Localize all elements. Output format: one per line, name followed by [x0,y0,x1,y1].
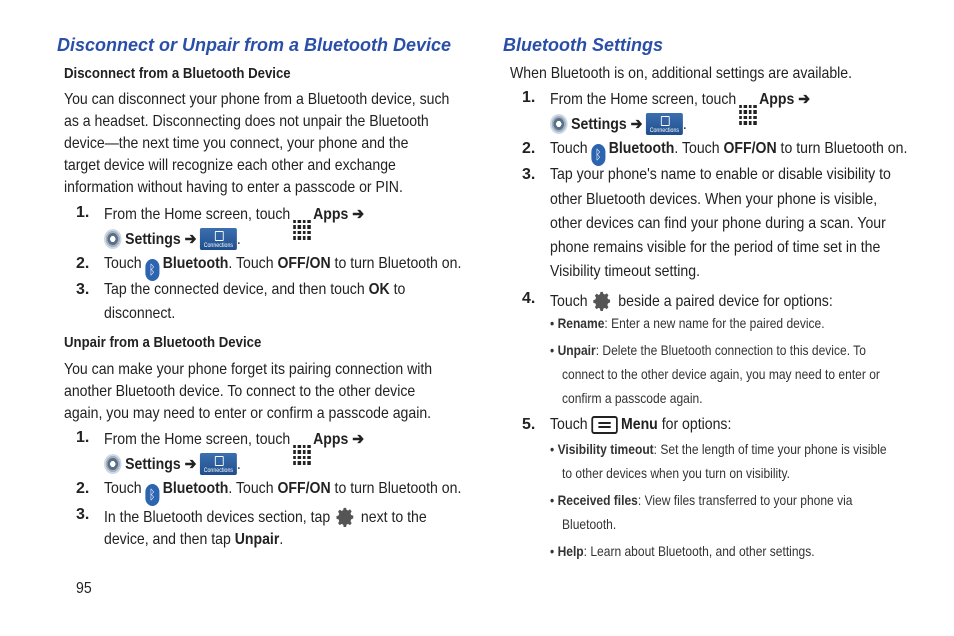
bullet-text: : Set the length of time your phone is visible [653,441,887,457]
bullet-term: Rename [557,315,605,331]
bullet-text: : Learn about Bluetooth, and other settings. [583,543,815,559]
step-text: From the Home screen, touch [104,206,291,223]
step-line: phone remains visible for the period of time set in the [550,239,881,256]
apps-label: Apps ➔ [313,206,365,223]
bullet-term: Unpair [557,342,596,358]
paragraph-line: another Bluetooth device. To connect to the other device [64,383,416,400]
section-heading-bluetooth-settings: Bluetooth Settings [503,35,663,55]
connections-icon-label: Connections [203,468,234,474]
bluetooth-icon: ᛒ [591,144,605,166]
step-line [550,416,731,434]
step-line: Tap your phone's name to enable or disable visibility to [550,166,891,183]
step-line [104,480,461,506]
step-line [104,453,241,475]
bullet-item [550,315,825,331]
step-text: Touch [550,140,588,157]
subheading-disconnect: Disconnect from a Bluetooth Device [64,65,291,82]
bluetooth-icon: ᛒ [145,259,159,281]
step-line [104,281,405,299]
menu-label: Menu [621,416,658,433]
connections-icon [646,113,683,135]
offon-label: OFF/ON [277,480,331,497]
step-line [104,228,241,250]
settings-label: Settings ➔ [125,231,197,248]
bullet-item [550,543,815,559]
bullet: • [550,315,555,331]
settings-icon [550,114,568,134]
unpair-label: Unpair [234,531,280,548]
gear-icon [593,290,612,312]
punctuation: . [682,116,687,133]
step-number: 1. [76,204,90,221]
step-text: to [393,281,406,298]
step-line [104,531,283,549]
bullet-item [550,441,887,457]
step-line [104,506,427,528]
menu-icon [591,416,617,434]
step-text: In the Bluetooth devices section, tap [104,509,331,526]
step-number: 2. [522,140,536,157]
step-line: other Bluetooth devices. When your phone is visible, [550,191,878,208]
bullet: • [550,543,555,559]
step-text: Touch [104,480,142,497]
paragraph-line: information without having to enter a passcode or PIN. [64,179,403,196]
bullet-term: Help [557,543,584,559]
punctuation: . [236,231,241,248]
step-number: 5. [522,416,536,433]
bullet-text: : Enter a new name for the paired device. [604,315,825,331]
paragraph-line: You can make your phone forget its pairing connection with [64,361,433,378]
gear-icon [336,506,355,528]
step-text: From the Home screen, touch [104,431,291,448]
bullet-text: confirm a passcode again. [562,390,703,406]
apps-icon [293,445,311,465]
step-text: to turn Bluetooth on. [334,480,462,497]
step-line [550,290,833,312]
offon-label: OFF/ON [723,140,777,157]
apps-icon [293,220,311,240]
bullet: • [550,441,555,457]
step-number: 1. [76,429,90,446]
bullet-text: : View files transferred to your phone via [637,492,853,508]
ok-label: OK [368,281,390,298]
bullet-text: to other devices when you turn on visibility. [562,465,790,481]
step-line: other devices can find your phone during a scan. Your [550,215,886,232]
punctuation: . [279,531,284,548]
step-text: Tap the connected device, and then touch [104,281,365,298]
page-number: 95 [76,580,92,597]
step-text: device, and then tap [104,531,231,548]
settings-icon [104,229,122,249]
step-text: Touch [550,416,588,433]
step-text: . Touch [228,480,274,497]
bluetooth-icon: ᛒ [145,484,159,506]
bluetooth-label: Bluetooth [162,480,229,497]
settings-icon [104,454,122,474]
step-text: . Touch [228,255,274,272]
bullet-text: Bluetooth. [562,516,617,532]
step-line: Visibility timeout setting. [550,263,700,280]
step-text: . Touch [674,140,720,157]
apps-label: Apps ➔ [313,431,365,448]
paragraph-line: target device will recognize each other and exchange [64,157,396,174]
paragraph-line: again, you may need to enter or confirm a passcode again. [64,405,432,422]
bullet-term: Visibility timeout [557,441,654,457]
bluetooth-label: Bluetooth [162,255,229,272]
subheading-unpair: Unpair from a Bluetooth Device [64,334,262,351]
section-heading-disconnect: Disconnect or Unpair from a Bluetooth Device [57,35,452,55]
step-text: next to the [360,509,427,526]
bullet-item [550,342,866,358]
step-text: beside a paired device for options: [618,293,833,310]
punctuation: . [236,456,241,473]
bullet-text: connect to the other device again, you may need to enter or [562,366,880,382]
intro-text: When Bluetooth is on, additional settings are available. [510,65,853,82]
bullet: • [550,342,555,358]
step-text: Touch [104,255,142,272]
step-text: to turn Bluetooth on. [334,255,462,272]
step-number: 3. [522,166,536,183]
apps-icon [739,105,757,125]
settings-label: Settings ➔ [125,456,197,473]
apps-label: Apps ➔ [759,91,811,108]
bluetooth-label: Bluetooth [608,140,675,157]
bullet-item [550,492,852,508]
step-number: 4. [522,290,536,307]
step-line [104,255,461,281]
connections-icon-label: Connections [203,243,234,249]
connections-icon-label: Connections [649,128,680,134]
step-text: From the Home screen, touch [550,91,737,108]
bullet: • [550,492,555,508]
step-line: disconnect. [104,305,176,322]
step-number: 2. [76,480,90,497]
paragraph-line: device—the next time you connect, your phone and the [64,135,409,152]
step-number: 2. [76,255,90,272]
paragraph-line: You can disconnect your phone from a Bluetooth device, such [64,91,450,108]
offon-label: OFF/ON [277,255,331,272]
connections-icon [200,453,237,475]
step-text: to turn Bluetooth on. [780,140,908,157]
step-number: 1. [522,89,536,106]
step-line [550,140,907,166]
step-text: Touch [550,293,588,310]
step-number: 3. [76,506,90,523]
step-text: for options: [661,416,732,433]
connections-icon [200,228,237,250]
bullet-term: Received files [557,492,638,508]
step-line [550,113,687,135]
step-number: 3. [76,281,90,298]
bullet-text: : Delete the Bluetooth connection to this device. To [595,342,866,358]
settings-label: Settings ➔ [571,116,643,133]
paragraph-line: as a headset. Disconnecting does not unpair the Bluetooth [64,113,429,130]
